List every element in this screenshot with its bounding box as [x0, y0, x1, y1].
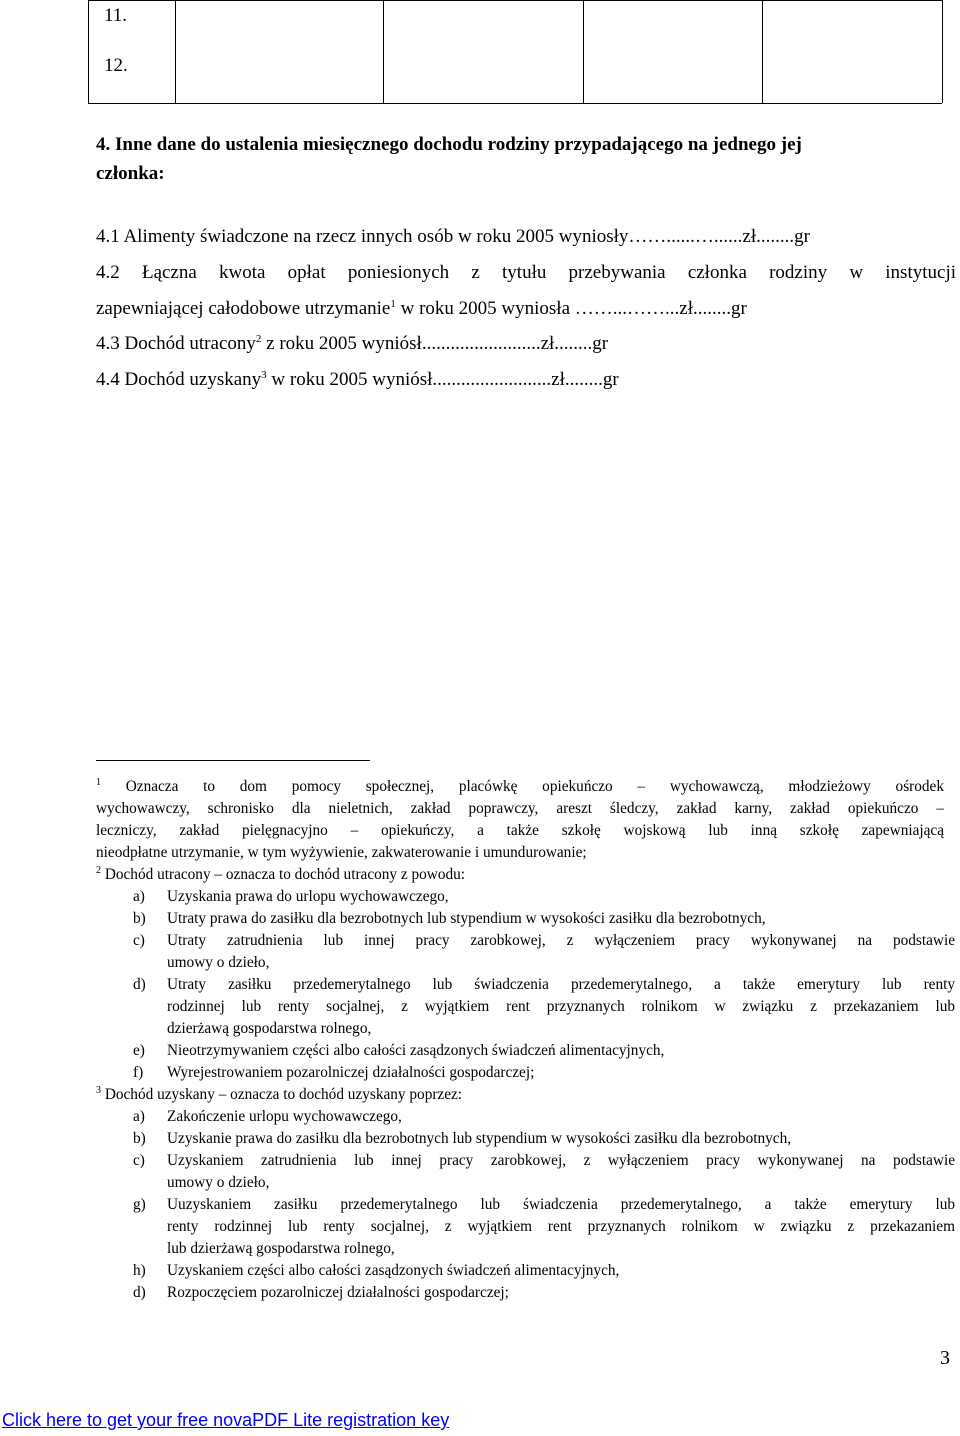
footnote-1-line: wychowawczy, schronisko dla nieletnich, zakład poprawczy, areszt śledczy, zakład karny, zakład opiekuńczo – — [96, 800, 944, 817]
table-row-number: 11. — [104, 5, 128, 26]
list-item: lub dzierżawą gospodarstwa rolnego, — [167, 1240, 395, 1257]
list-item: rodzinnej lub renty socjalnej, z wyjątkiem rent przyznanych rolnikom w związku z przekazaniem lub — [167, 998, 955, 1015]
list-item: Uzyskaniem zatrudnienia lub innej pracy zarobkowej, z wyłączeniem pracy wykonywanej na podstawie — [167, 1152, 955, 1169]
list-label: a) — [133, 1108, 145, 1125]
list-item: Uzyskania prawa do urlopu wychowawczego, — [167, 888, 449, 905]
list-item: Zakończenie urlopu wychowawczego, — [167, 1108, 402, 1125]
list-item: Utraty zatrudnienia lub innej pracy zarobkowej, z wyłączeniem pracy wykonywanej na podstawie — [167, 932, 955, 949]
page-number: 3 — [940, 1347, 950, 1369]
list-item: Utraty zasiłku przedemerytalnego lub świadczenia przedemerytalnego, a także emerytury lub renty — [167, 976, 955, 993]
novapdf-registration-link[interactable]: Click here to get your free novaPDF Lite registration key — [2, 1410, 450, 1430]
list-label: c) — [133, 932, 145, 949]
table-col-divider — [383, 0, 384, 103]
table-row-number: 12. — [104, 55, 128, 76]
list-label: d) — [133, 1284, 146, 1301]
list-item: Uzyskaniem części albo całości zasądzonych świadczeń alimentacyjnych, — [167, 1262, 620, 1279]
list-label: c) — [133, 1152, 145, 1169]
list-label: b) — [133, 910, 146, 927]
list-label: f) — [133, 1064, 144, 1081]
item-4-1: 4.1 Alimenty świadczone na rzecz innych osób w roku 2005 wyniosły……......…......zł........gr — [96, 226, 810, 247]
footnote-1-line: leczniczy, zakład pielęgnacyjno – opiekuńczy, a także szkołę wojskową lub inną szkołę zapewniającą — [96, 822, 944, 839]
list-label: e) — [133, 1042, 145, 1059]
footnote-1-line: $^1$ Oznacza to dom pomocy społecznej, placówkę opiekuńczo – wychowawczą, młodzieżowy ośrodek — [96, 777, 944, 795]
table-col-divider — [762, 0, 763, 103]
footnote-1-line: nieodpłatne utrzymanie, w tym wyżywienie, zakwaterowanie i umundurowanie; — [96, 844, 587, 861]
list-label: a) — [133, 888, 145, 905]
item-4-4: 4.4 Dochód uzyskany$^3$ w roku 2005 wyniósł.........................zł........gr — [96, 369, 619, 390]
list-item: Rozpoczęciem pozarolniczej działalności gospodarczej; — [167, 1284, 509, 1301]
list-label: d) — [133, 976, 146, 993]
table-top-border — [88, 0, 942, 1]
table-col-divider — [175, 0, 176, 103]
footnote-2-title: $^2$ Dochód utracony – oznacza to dochód utracony z powodu: — [96, 865, 466, 883]
footnote-separator — [96, 760, 370, 761]
list-item: Utraty prawa do zasiłku dla bezrobotnych lub stypendium w wysokości zasiłku dla bezrobotnych, — [167, 910, 766, 927]
list-label: b) — [133, 1130, 146, 1147]
table-col-divider — [583, 0, 584, 103]
list-label: g) — [133, 1196, 146, 1213]
list-label: h) — [133, 1262, 146, 1279]
item-4-2-line2: zapewniającej całodobowe utrzymanie$^1$ w roku 2005 wyniosła ……...……...zł........gr — [96, 298, 747, 319]
list-item: Uuzyskaniem zasiłku przedemerytalnego lub świadczenia przedemerytalnego, a także emerytury lub — [167, 1196, 955, 1213]
item-4-3: 4.3 Dochód utracony$^2$ z roku 2005 wyniósł.........................zł........gr — [96, 333, 609, 354]
table-bottom-border — [88, 103, 942, 104]
list-item: Uzyskanie prawa do zasiłku dla bezrobotnych lub stypendium w wysokości zasiłku dla bezrobotnych, — [167, 1130, 792, 1147]
section-heading: 4. Inne dane do ustalenia miesięcznego dochodu rodziny przypadającego na jednego jej członka: — [96, 134, 802, 184]
table-right-border — [942, 0, 943, 103]
list-item: renty rodzinnej lub renty socjalnej, z wyjątkiem rent przyznanych rolnikom w związku z przekazaniem — [167, 1218, 955, 1235]
list-item: Wyrejestrowaniem pozarolniczej działalności gospodarczej; — [167, 1064, 535, 1081]
footnote-3-title: $^3$ Dochód uzyskany – oznacza to dochód uzyskany poprzez: — [96, 1085, 463, 1103]
list-item: dzierżawą gospodarstwa rolnego, — [167, 1020, 372, 1037]
list-item: umowy o dzieło, — [167, 1174, 270, 1191]
list-item: Nieotrzymywaniem części albo całości zasądzonych świadczeń alimentacyjnych, — [167, 1042, 665, 1059]
item-4-2-line1: 4.2 Łączna kwota opłat poniesionych z tytułu przebywania członka rodziny w instytucji — [96, 262, 956, 283]
list-item: umowy o dzieło, — [167, 954, 270, 971]
table-left-border — [88, 0, 89, 103]
